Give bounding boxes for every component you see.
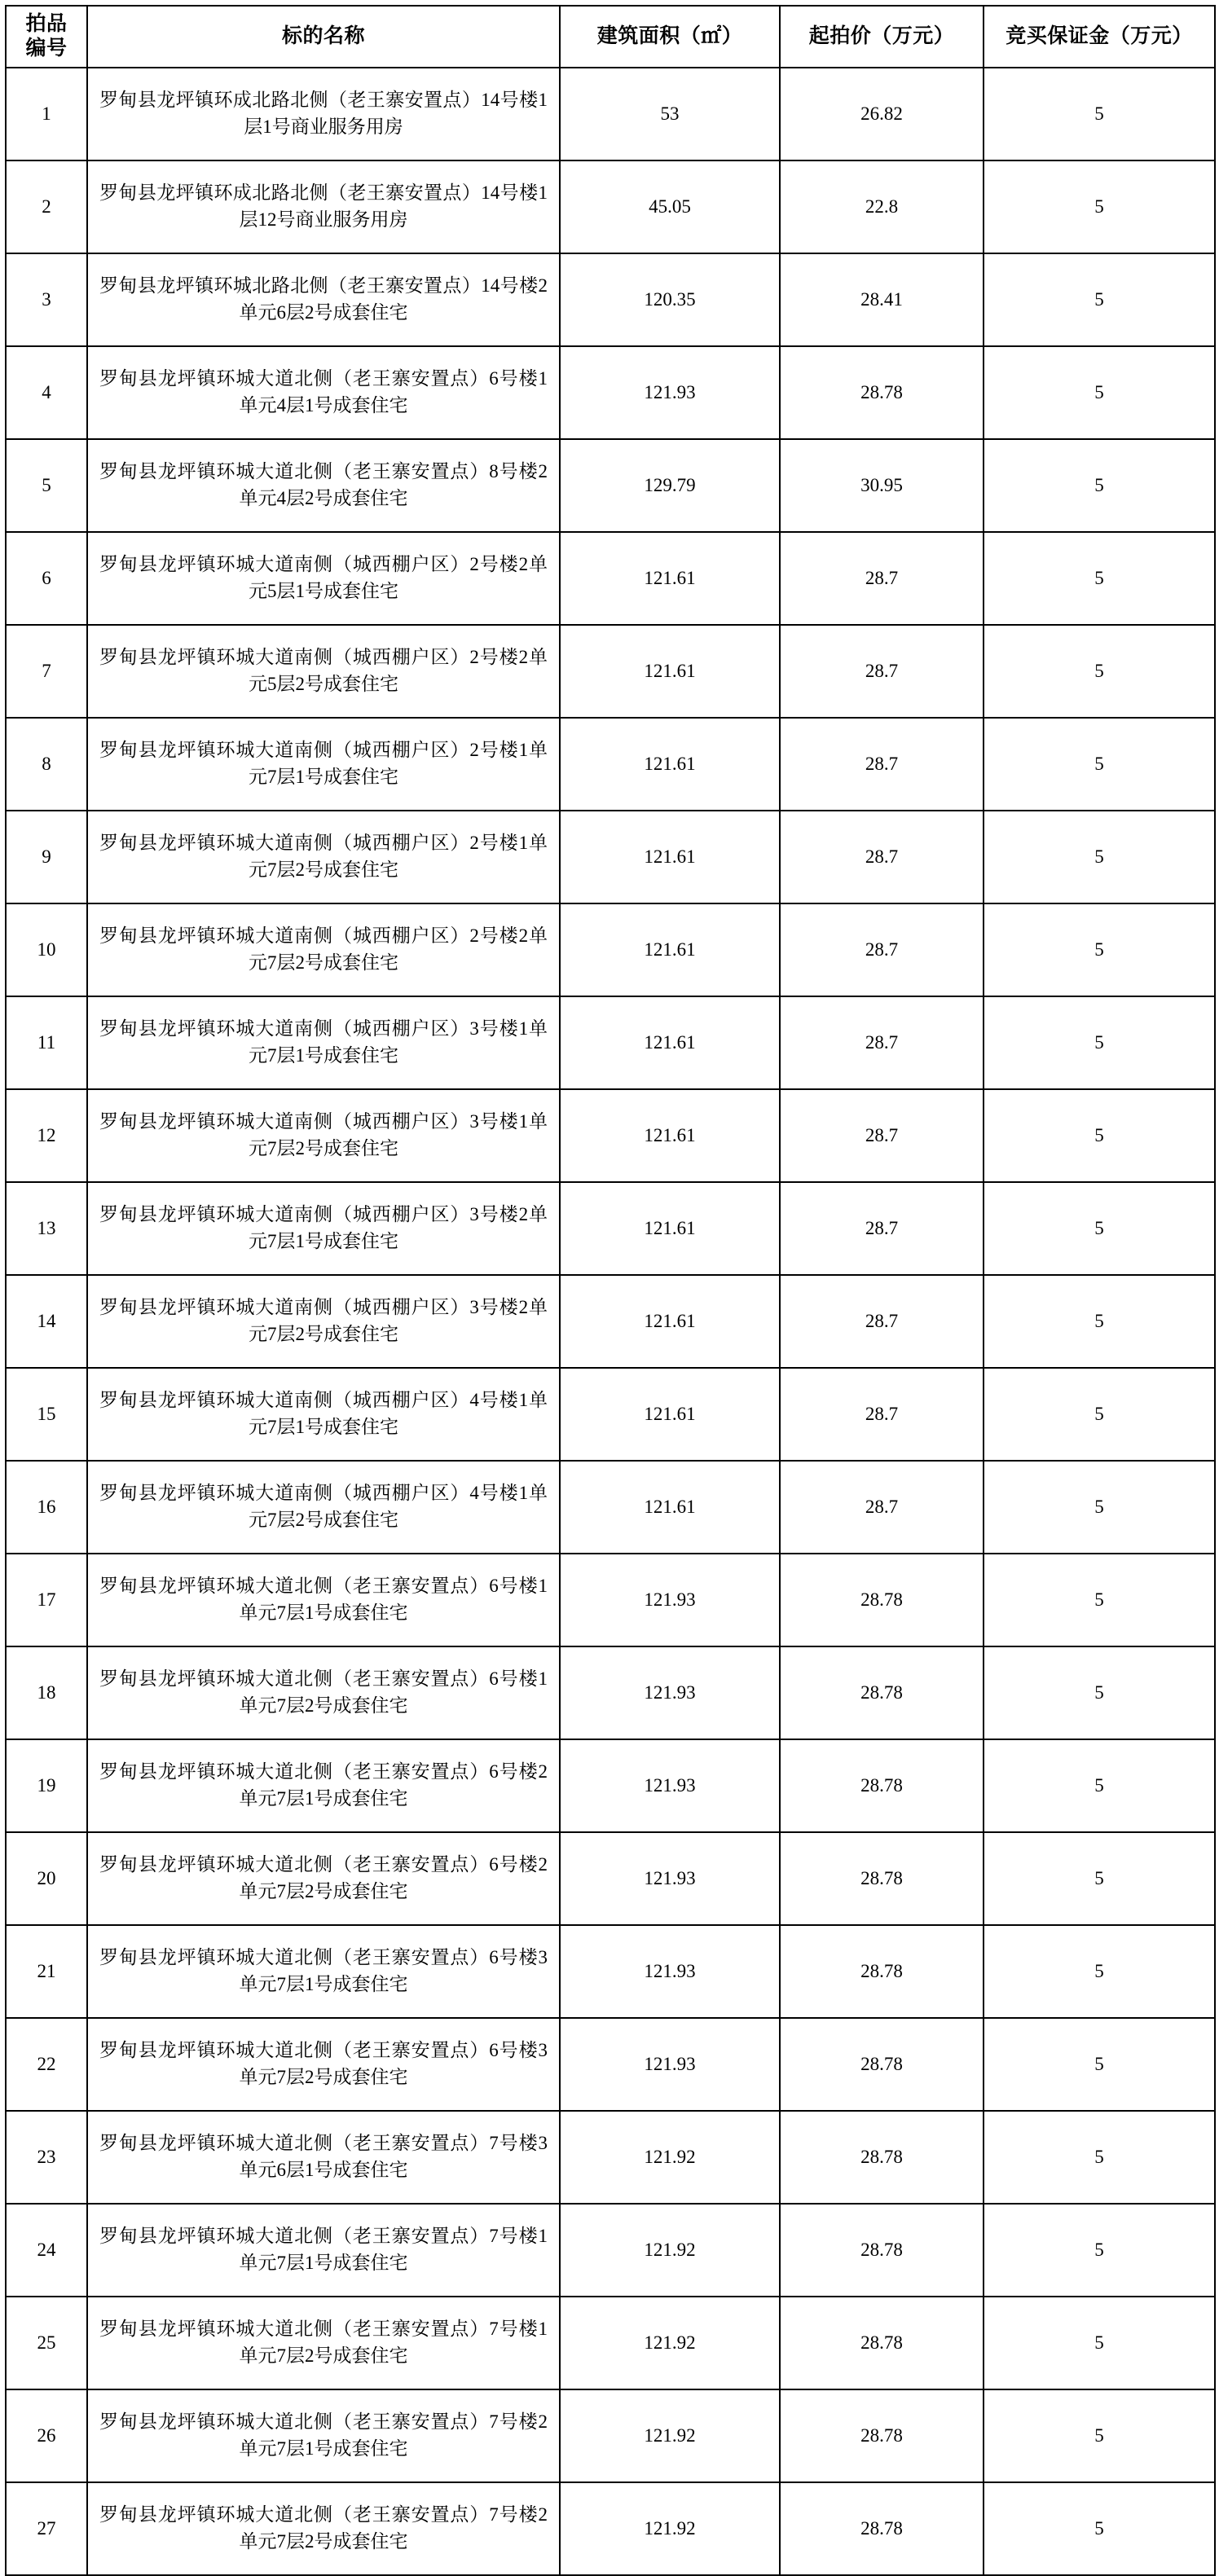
cell-item-area: 121.92	[560, 2389, 780, 2482]
cell-item-area: 121.93	[560, 1925, 780, 2018]
cell-item-name: 罗甸县龙坪镇环城大道北侧（老王寨安置点）7号楼2单元7层1号成套住宅	[87, 2389, 560, 2482]
cell-item-no: 20	[6, 1832, 87, 1925]
table-row	[6, 68, 1215, 160]
cell-item-deposit: 5	[984, 2111, 1215, 2204]
cell-item-no: 13	[6, 1182, 87, 1275]
column-header-area: 建筑面积（㎡）	[560, 6, 780, 68]
table-row	[6, 1275, 1215, 1368]
cell-item-price: 28.78	[780, 1646, 984, 1739]
cell-item-price: 28.78	[780, 1832, 984, 1925]
cell-item-deposit: 5	[984, 1182, 1215, 1275]
cell-item-no: 10	[6, 903, 87, 996]
cell-item-area: 121.92	[560, 2297, 780, 2389]
cell-item-price: 28.78	[780, 1554, 984, 1646]
cell-item-deposit: 5	[984, 1461, 1215, 1554]
cell-item-no: 21	[6, 1925, 87, 2018]
cell-item-no: 2	[6, 160, 87, 253]
table-row	[6, 1925, 1215, 2018]
table-row	[6, 1832, 1215, 1925]
table-header	[6, 6, 1215, 68]
cell-item-name: 罗甸县龙坪镇环城北路北侧（老王寨安置点）14号楼2单元6层2号成套住宅	[87, 253, 560, 346]
cell-item-deposit: 5	[984, 346, 1215, 439]
cell-item-area: 121.92	[560, 2111, 780, 2204]
table-row	[6, 532, 1215, 625]
cell-item-no: 8	[6, 718, 87, 811]
cell-item-name: 罗甸县龙坪镇环城大道北侧（老王寨安置点）7号楼3单元6层1号成套住宅	[87, 2111, 560, 2204]
cell-item-price: 28.7	[780, 532, 984, 625]
cell-item-name: 罗甸县龙坪镇环城大道北侧（老王寨安置点）7号楼2单元7层2号成套住宅	[87, 2482, 560, 2575]
cell-item-deposit: 5	[984, 2204, 1215, 2297]
cell-item-deposit: 5	[984, 996, 1215, 1089]
cell-item-area: 121.61	[560, 1461, 780, 1554]
cell-item-price: 28.78	[780, 346, 984, 439]
column-header-deposit: 竞买保证金（万元）	[984, 6, 1215, 68]
cell-item-price: 28.78	[780, 2204, 984, 2297]
table-row	[6, 253, 1215, 346]
cell-item-no: 3	[6, 253, 87, 346]
table-row	[6, 996, 1215, 1089]
table-body	[6, 68, 1215, 2575]
cell-item-price: 28.7	[780, 1275, 984, 1368]
cell-item-price: 28.41	[780, 253, 984, 346]
column-header-item-no-line1: 拍品	[25, 13, 68, 35]
cell-item-price: 28.7	[780, 996, 984, 1089]
cell-item-name: 罗甸县龙坪镇环城大道南侧（城西棚户区）3号楼2单元7层2号成套住宅	[87, 1275, 560, 1368]
cell-item-deposit: 5	[984, 2018, 1215, 2111]
cell-item-no: 5	[6, 439, 87, 532]
cell-item-no: 1	[6, 68, 87, 160]
cell-item-no: 22	[6, 2018, 87, 2111]
cell-item-area: 121.93	[560, 2018, 780, 2111]
cell-item-price: 28.7	[780, 1089, 984, 1182]
cell-item-area: 121.61	[560, 1275, 780, 1368]
cell-item-price: 28.7	[780, 625, 984, 718]
table-row	[6, 2111, 1215, 2204]
table-row	[6, 903, 1215, 996]
cell-item-name: 罗甸县龙坪镇环城大道北侧（老王寨安置点）7号楼1单元7层1号成套住宅	[87, 2204, 560, 2297]
cell-item-no: 6	[6, 532, 87, 625]
table-row	[6, 2297, 1215, 2389]
cell-item-area: 121.61	[560, 1089, 780, 1182]
column-header-name: 标的名称	[87, 6, 560, 68]
cell-item-deposit: 5	[984, 811, 1215, 903]
cell-item-area: 121.61	[560, 532, 780, 625]
cell-item-name: 罗甸县龙坪镇环成北路北侧（老王寨安置点）14号楼1层12号商业服务用房	[87, 160, 560, 253]
column-header-item-no-line2: 编号	[25, 37, 68, 59]
cell-item-deposit: 5	[984, 532, 1215, 625]
cell-item-area: 121.61	[560, 718, 780, 811]
cell-item-no: 25	[6, 2297, 87, 2389]
table-row	[6, 1368, 1215, 1461]
cell-item-price: 28.7	[780, 903, 984, 996]
cell-item-price: 28.7	[780, 1368, 984, 1461]
cell-item-area: 121.93	[560, 1739, 780, 1832]
table-row	[6, 2018, 1215, 2111]
cell-item-no: 4	[6, 346, 87, 439]
table-header-row	[6, 6, 1215, 68]
cell-item-no: 24	[6, 2204, 87, 2297]
cell-item-area: 121.61	[560, 811, 780, 903]
cell-item-area: 121.61	[560, 996, 780, 1089]
cell-item-name: 罗甸县龙坪镇环城大道北侧（老王寨安置点）6号楼2单元7层2号成套住宅	[87, 1832, 560, 1925]
cell-item-price: 28.7	[780, 1461, 984, 1554]
cell-item-deposit: 5	[984, 625, 1215, 718]
cell-item-deposit: 5	[984, 2482, 1215, 2575]
cell-item-price: 22.8	[780, 160, 984, 253]
cell-item-name: 罗甸县龙坪镇环城大道北侧（老王寨安置点）7号楼1单元7层2号成套住宅	[87, 2297, 560, 2389]
cell-item-area: 121.61	[560, 1182, 780, 1275]
table-row	[6, 1182, 1215, 1275]
cell-item-price: 28.78	[780, 2018, 984, 2111]
cell-item-area: 121.93	[560, 1554, 780, 1646]
cell-item-no: 27	[6, 2482, 87, 2575]
cell-item-no: 18	[6, 1646, 87, 1739]
cell-item-deposit: 5	[984, 1368, 1215, 1461]
cell-item-price: 28.7	[780, 811, 984, 903]
table-row	[6, 439, 1215, 532]
cell-item-name: 罗甸县龙坪镇环城大道南侧（城西棚户区）3号楼1单元7层1号成套住宅	[87, 996, 560, 1089]
cell-item-deposit: 5	[984, 1646, 1215, 1739]
cell-item-area: 129.79	[560, 439, 780, 532]
cell-item-no: 15	[6, 1368, 87, 1461]
cell-item-name: 罗甸县龙坪镇环城大道南侧（城西棚户区）2号楼1单元7层2号成套住宅	[87, 811, 560, 903]
cell-item-name: 罗甸县龙坪镇环城大道南侧（城西棚户区）4号楼1单元7层2号成套住宅	[87, 1461, 560, 1554]
table-row	[6, 625, 1215, 718]
table-row	[6, 2389, 1215, 2482]
cell-item-no: 9	[6, 811, 87, 903]
cell-item-name: 罗甸县龙坪镇环城大道北侧（老王寨安置点）6号楼3单元7层2号成套住宅	[87, 2018, 560, 2111]
table-row	[6, 2482, 1215, 2575]
cell-item-no: 7	[6, 625, 87, 718]
cell-item-area: 121.92	[560, 2204, 780, 2297]
cell-item-name: 罗甸县龙坪镇环城大道南侧（城西棚户区）2号楼2单元5层1号成套住宅	[87, 532, 560, 625]
cell-item-deposit: 5	[984, 1925, 1215, 2018]
table-row	[6, 1461, 1215, 1554]
cell-item-deposit: 5	[984, 2297, 1215, 2389]
cell-item-deposit: 5	[984, 903, 1215, 996]
table-row	[6, 718, 1215, 811]
cell-item-area: 45.05	[560, 160, 780, 253]
cell-item-no: 12	[6, 1089, 87, 1182]
cell-item-name: 罗甸县龙坪镇环城大道南侧（城西棚户区）2号楼1单元7层1号成套住宅	[87, 718, 560, 811]
cell-item-name: 罗甸县龙坪镇环城大道北侧（老王寨安置点）6号楼1单元4层1号成套住宅	[87, 346, 560, 439]
table-row	[6, 811, 1215, 903]
cell-item-area: 120.35	[560, 253, 780, 346]
cell-item-name: 罗甸县龙坪镇环成北路北侧（老王寨安置点）14号楼1层1号商业服务用房	[87, 68, 560, 160]
cell-item-no: 19	[6, 1739, 87, 1832]
cell-item-name: 罗甸县龙坪镇环城大道北侧（老王寨安置点）6号楼1单元7层2号成套住宅	[87, 1646, 560, 1739]
column-header-item-no	[6, 6, 87, 68]
cell-item-deposit: 5	[984, 1089, 1215, 1182]
cell-item-deposit: 5	[984, 1275, 1215, 1368]
cell-item-name: 罗甸县龙坪镇环城大道北侧（老王寨安置点）6号楼2单元7层1号成套住宅	[87, 1739, 560, 1832]
table-row	[6, 346, 1215, 439]
cell-item-price: 28.78	[780, 1739, 984, 1832]
auction-items-table	[5, 5, 1216, 2576]
cell-item-name: 罗甸县龙坪镇环城大道北侧（老王寨安置点）6号楼3单元7层1号成套住宅	[87, 1925, 560, 2018]
cell-item-name: 罗甸县龙坪镇环城大道北侧（老王寨安置点）8号楼2单元4层2号成套住宅	[87, 439, 560, 532]
table-row	[6, 2204, 1215, 2297]
cell-item-area: 121.93	[560, 1832, 780, 1925]
cell-item-no: 26	[6, 2389, 87, 2482]
cell-item-name: 罗甸县龙坪镇环城大道南侧（城西棚户区）3号楼1单元7层2号成套住宅	[87, 1089, 560, 1182]
cell-item-no: 23	[6, 2111, 87, 2204]
table-row	[6, 160, 1215, 253]
cell-item-area: 121.93	[560, 346, 780, 439]
cell-item-name: 罗甸县龙坪镇环城大道南侧（城西棚户区）2号楼2单元7层2号成套住宅	[87, 903, 560, 996]
cell-item-deposit: 5	[984, 253, 1215, 346]
cell-item-area: 121.61	[560, 625, 780, 718]
column-header-start-price: 起拍价（万元）	[780, 6, 984, 68]
cell-item-price: 28.78	[780, 1925, 984, 2018]
cell-item-name: 罗甸县龙坪镇环城大道北侧（老王寨安置点）6号楼1单元7层1号成套住宅	[87, 1554, 560, 1646]
table-row	[6, 1554, 1215, 1646]
cell-item-deposit: 5	[984, 718, 1215, 811]
cell-item-deposit: 5	[984, 439, 1215, 532]
cell-item-no: 14	[6, 1275, 87, 1368]
cell-item-area: 53	[560, 68, 780, 160]
table-row	[6, 1089, 1215, 1182]
cell-item-price: 28.78	[780, 2482, 984, 2575]
cell-item-price: 28.7	[780, 1182, 984, 1275]
cell-item-price: 28.78	[780, 2111, 984, 2204]
cell-item-area: 121.61	[560, 1368, 780, 1461]
table-row	[6, 1646, 1215, 1739]
cell-item-price: 30.95	[780, 439, 984, 532]
cell-item-deposit: 5	[984, 160, 1215, 253]
cell-item-name: 罗甸县龙坪镇环城大道南侧（城西棚户区）3号楼2单元7层1号成套住宅	[87, 1182, 560, 1275]
cell-item-area: 121.93	[560, 1646, 780, 1739]
cell-item-price: 28.78	[780, 2389, 984, 2482]
cell-item-price: 28.78	[780, 2297, 984, 2389]
cell-item-deposit: 5	[984, 68, 1215, 160]
cell-item-no: 16	[6, 1461, 87, 1554]
cell-item-price: 28.7	[780, 718, 984, 811]
cell-item-area: 121.61	[560, 903, 780, 996]
cell-item-deposit: 5	[984, 1832, 1215, 1925]
cell-item-price: 26.82	[780, 68, 984, 160]
cell-item-name: 罗甸县龙坪镇环城大道南侧（城西棚户区）4号楼1单元7层1号成套住宅	[87, 1368, 560, 1461]
cell-item-deposit: 5	[984, 2389, 1215, 2482]
cell-item-area: 121.92	[560, 2482, 780, 2575]
cell-item-deposit: 5	[984, 1554, 1215, 1646]
cell-item-no: 11	[6, 996, 87, 1089]
cell-item-deposit: 5	[984, 1739, 1215, 1832]
cell-item-name: 罗甸县龙坪镇环城大道南侧（城西棚户区）2号楼2单元5层2号成套住宅	[87, 625, 560, 718]
cell-item-no: 17	[6, 1554, 87, 1646]
table-row	[6, 1739, 1215, 1832]
